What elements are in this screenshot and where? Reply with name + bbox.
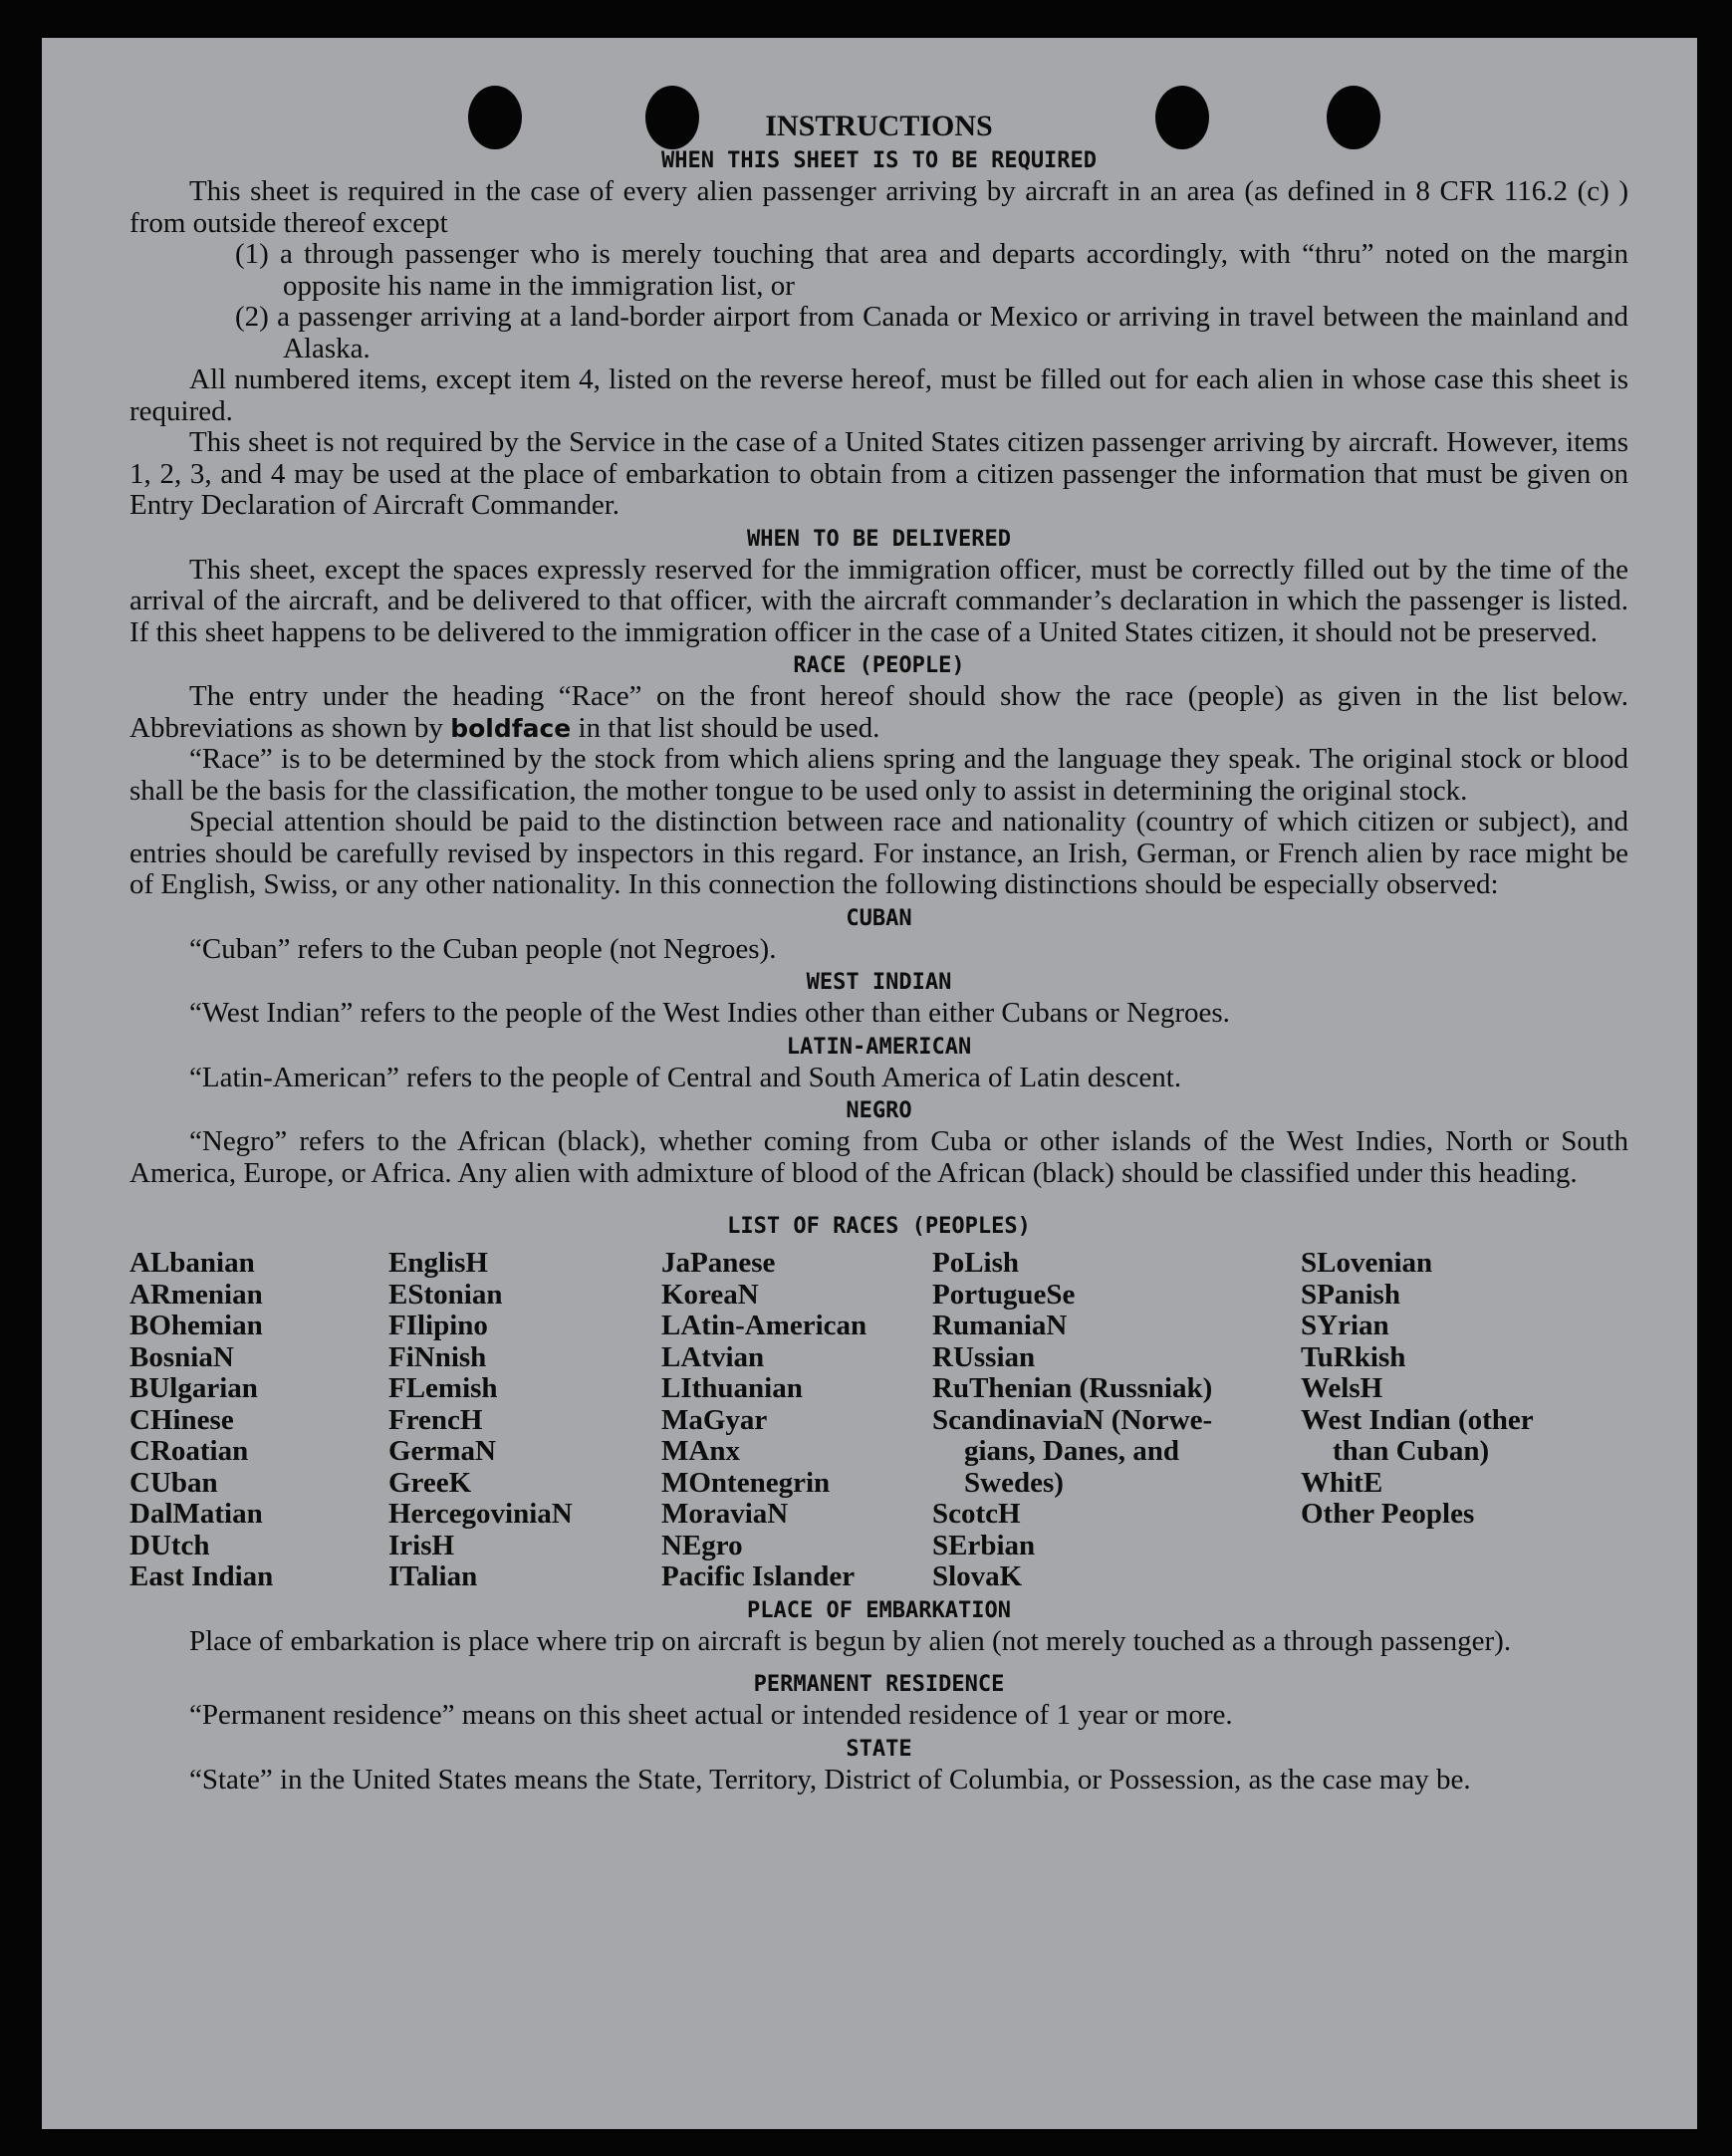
numbered-item: (1) a through passenger who is merely touching that area and departs accordingly, with “thru” noted on the margin opposite his name in the immigration list, or: [235, 238, 1628, 302]
race-entry: LIthuanian: [661, 1372, 803, 1404]
race-entry: SErbian: [932, 1529, 1036, 1561]
races-column: [1301, 1248, 1600, 1593]
section-heading-latin-american: LATIN-AMERICAN: [786, 1034, 972, 1060]
race-entry: EStonian: [388, 1278, 503, 1311]
section-heading-state: STATE: [846, 1736, 912, 1762]
paragraph: “Cuban” refers to the Cuban people (not Negroes).: [189, 932, 777, 965]
races-column: [129, 1248, 388, 1593]
race-entry: ScotcH: [932, 1498, 1021, 1530]
races-list: [129, 1248, 1628, 1593]
race-entry-continuation: Swedes): [964, 1466, 1064, 1499]
race-entry: LAtin-American: [661, 1310, 867, 1341]
paragraph: “Latin-American” refers to the people of Central and South America of Latin descent.: [189, 1061, 1182, 1093]
race-entry: West Indian (other: [1301, 1403, 1534, 1436]
page-title: INSTRUCTIONS: [765, 110, 993, 142]
race-entry: RumaniaN: [932, 1310, 1068, 1341]
race-entry: Other Peoples: [1301, 1498, 1475, 1530]
race-entry: LAtvian: [661, 1340, 765, 1373]
race-entry: CHinese: [129, 1403, 234, 1436]
paragraph: [129, 681, 1628, 744]
paragraph: All numbered items, except item 4, listed on the reverse hereof, must be filled out for each alien in whose case this sheet is required.: [129, 363, 1628, 427]
race-entry: RuThenian (Russniak): [932, 1372, 1213, 1404]
race-entry: BOhemian: [129, 1310, 263, 1341]
text-span: The entry under the heading “Race” on the front hereof should show the race (people) as given in the list below. Abbreviations as shown by: [129, 680, 1628, 744]
race-entry: MoraviaN: [661, 1498, 789, 1530]
race-entry-continuation: gians, Danes, and: [964, 1435, 1179, 1467]
section-heading-permanent-residence: PERMANENT RESIDENCE: [753, 1672, 1005, 1697]
race-entry: WhitE: [1301, 1466, 1383, 1499]
race-entry: NEgro: [661, 1529, 743, 1561]
paragraph: This sheet is not required by the Service in the case of a United States citizen passenger arriving by aircraft. However, items 1, 2, 3, and 4 may be used at the place of embarkation to obtain from a citizen passenger the information that must be given on Entry Declaration of Aircraft Commander.: [129, 426, 1628, 521]
race-entry: ARmenian: [129, 1278, 263, 1311]
race-entry: HercegoviniaN: [388, 1498, 573, 1530]
race-entry: SLovenian: [1301, 1247, 1433, 1279]
race-entry: MOntenegrin: [661, 1466, 831, 1499]
section-heading-negro: NEGRO: [846, 1098, 912, 1123]
race-entry: SlovaK: [932, 1560, 1023, 1592]
section-heading-cuban: CUBAN: [846, 905, 912, 931]
race-entry: FiNnish: [388, 1340, 487, 1373]
section-heading-delivered: WHEN TO BE DELIVERED: [747, 526, 1011, 552]
race-entry: FIlipino: [388, 1310, 488, 1341]
race-entry: DalMatian: [129, 1498, 263, 1530]
race-entry: EnglisH: [388, 1247, 488, 1279]
races-column: [932, 1248, 1301, 1593]
race-entry: JaPanese: [661, 1247, 776, 1279]
races-column: [661, 1248, 932, 1593]
race-entry: CUban: [129, 1466, 218, 1499]
race-entry: GermaN: [388, 1435, 496, 1467]
race-entry: GreeK: [388, 1466, 472, 1499]
section-heading-list-of-races: LIST OF RACES (PEOPLES): [727, 1214, 1031, 1239]
race-entry: FLemish: [388, 1372, 498, 1404]
boldface-word: boldface: [450, 713, 572, 743]
paragraph: “Race” is to be determined by the stock from which aliens spring and the language they speak. The original stock or blood shall be the basis for the classification, the mother tongue to be used only to assist in determining the original stock.: [129, 743, 1628, 807]
paragraph: “Permanent residence” means on this sheet actual or intended residence of 1 year or more.: [189, 1699, 1233, 1731]
race-entry-continuation: than Cuban): [1333, 1435, 1490, 1467]
paragraph: Special attention should be paid to the distinction between race and nationality (country of which citizen or subject), and entries should be carefully revised by inspectors in this regard. For instance, an Irish, German, or French alien by race might be of English, Swiss, or any other nationality. In this connection the following distinctions should be especially observed:: [129, 806, 1628, 900]
section-heading-race: RACE (PEOPLE): [793, 653, 965, 678]
paragraph: “West Indian” refers to the people of the West Indies other than either Cubans or Negroes.: [189, 997, 1230, 1029]
race-entry: SYrian: [1301, 1310, 1389, 1341]
race-entry: CRoatian: [129, 1435, 249, 1467]
race-entry: SPanish: [1301, 1278, 1400, 1311]
race-entry: Pacific Islander: [661, 1560, 856, 1592]
race-entry: WelsH: [1301, 1372, 1383, 1404]
race-entry: MaGyar: [661, 1403, 768, 1436]
race-entry: ITalian: [388, 1560, 478, 1592]
instructions-body: [129, 108, 1628, 1796]
race-entry: East Indian: [129, 1560, 274, 1592]
paragraph: This sheet, except the spaces expressly reserved for the immigration officer, must be correctly filled out by the time of the arrival of the aircraft, and be delivered to that officer, with the aircraft commander’s declaration in which the passenger is listed. If this sheet happens to be delivered to the immigration officer in the case of a United States citizen, it should not be preserved.: [129, 553, 1628, 648]
numbered-item: (2) a passenger arriving at a land-border airport from Canada or Mexico or arriving in travel between the mainland and Alaska.: [235, 301, 1628, 364]
race-entry: TuRkish: [1301, 1340, 1406, 1373]
race-entry: PortugueSe: [932, 1278, 1076, 1311]
section-heading-required: WHEN THIS SHEET IS TO BE REQUIRED: [660, 148, 1098, 173]
race-entry: IrisH: [388, 1529, 455, 1561]
paragraph: This sheet is required in the case of every alien passenger arriving by aircraft in an area (as defined in 8 CFR 116.2 (c) ) from outside thereof except: [129, 175, 1628, 239]
race-entry: ScandinaviaN (Norwe-: [932, 1403, 1213, 1436]
race-entry: DUtch: [129, 1529, 210, 1561]
race-entry: FrencH: [388, 1403, 483, 1436]
race-entry: KoreaN: [661, 1278, 759, 1311]
paragraph: Place of embarkation is place where trip on aircraft is begun by alien (not merely touched as a through passenger).: [189, 1624, 1512, 1657]
races-column: [388, 1248, 661, 1593]
paragraph: “State” in the United States means the State, Territory, District of Columbia, or Possession, as the case may be.: [189, 1763, 1471, 1796]
section-heading-embarkation: PLACE OF EMBARKATION: [747, 1597, 1011, 1623]
race-entry: BUlgarian: [129, 1372, 258, 1404]
paragraph: “Negro” refers to the African (black), whether coming from Cuba or other islands of the West Indies, North or South America, Europe, or Africa. Any alien with admixture of blood of the African (black) should be classified under this heading.: [129, 1125, 1628, 1189]
race-entry: BosniaN: [129, 1340, 234, 1373]
race-entry: ALbanian: [129, 1247, 255, 1279]
race-entry: RUssian: [932, 1340, 1036, 1373]
text-span: in that list should be used.: [578, 711, 880, 744]
document-sheet: [42, 38, 1697, 2129]
section-heading-west-indian: WEST INDIAN: [806, 970, 952, 995]
race-entry: MAnx: [661, 1435, 740, 1467]
race-entry: PoLish: [932, 1247, 1020, 1279]
